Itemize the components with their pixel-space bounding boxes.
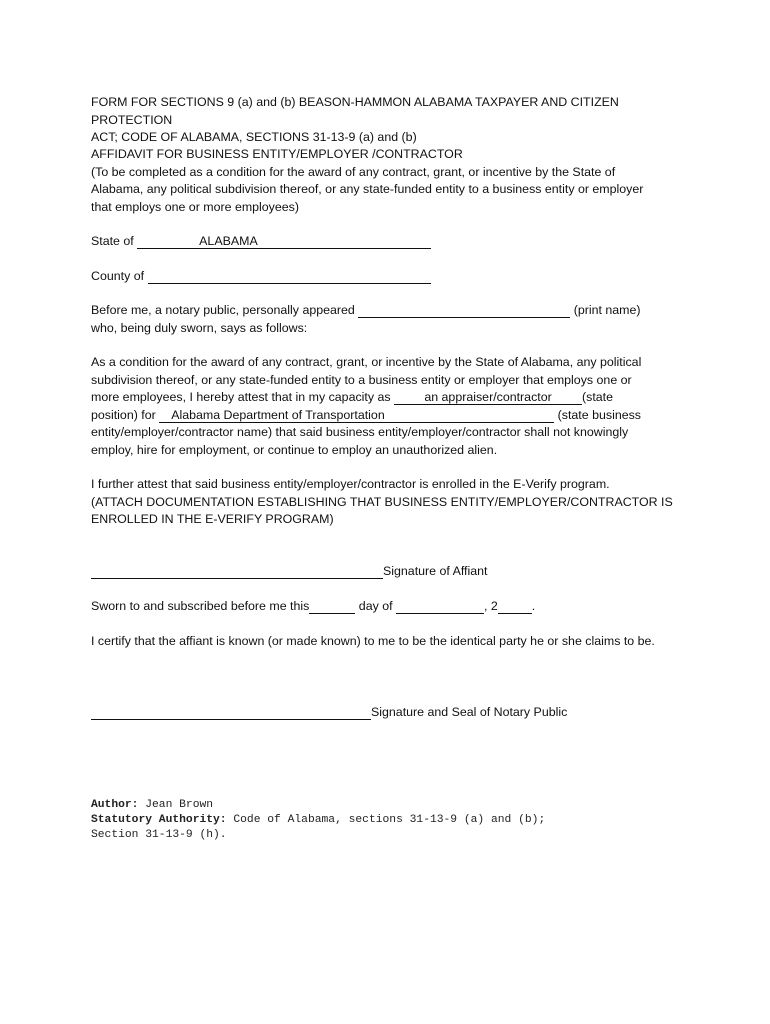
form-header: [91, 94, 691, 147]
state-value: ALABAMA: [199, 234, 258, 248]
entity-field[interactable]: [159, 408, 554, 423]
county-field[interactable]: [148, 269, 431, 284]
notary-signature-label: Signature and Seal of Notary Public: [371, 705, 568, 719]
author-label: Author:: [91, 799, 139, 811]
condition-line-3-prefix: more employees, I hereby attest that in my capacity as: [91, 390, 391, 404]
form-footer: [91, 798, 711, 843]
state-label: State of: [91, 234, 134, 248]
state-row: [91, 233, 691, 251]
sworn-row: [91, 598, 691, 616]
notary-intro: [91, 302, 691, 337]
print-name-field[interactable]: [358, 303, 570, 318]
entity-value: Alabama Department of Transportation: [171, 407, 385, 422]
affiant-signature-label: Signature of Affiant: [383, 564, 488, 578]
condition-line-4-prefix: position) for: [91, 407, 156, 422]
condition-line-2: subdivision thereof, or any state-funded entity to a business entity or employer that employs one or: [91, 372, 632, 387]
certify-text: I certify that the affiant is known (or made known) to me to be the identical party he or she claims to be.: [91, 634, 655, 648]
condition-paragraph: [91, 354, 691, 459]
affiant-signature-row: [91, 563, 691, 581]
header-line-1: FORM FOR SECTIONS 9 (a) and (b) BEASON-HAMMON ALABAMA TAXPAYER AND CITIZEN PROTECTION: [91, 95, 619, 127]
year-field[interactable]: [498, 599, 532, 614]
intro-line-1: (To be completed as a condition for the award of any contract, grant, or incentive by the State of: [91, 164, 616, 179]
author-value: Jean Brown: [145, 799, 214, 811]
authority-value: Code of Alabama, sections 31-13-9 (a) and (b);: [233, 814, 546, 826]
notary-intro-prefix: Before me, a notary public, personally appeared: [91, 303, 355, 317]
authority-label: Statutory Authority:: [91, 814, 227, 826]
condition-line-6: employ, hire for employment, or continue to employ an unauthorized alien.: [91, 442, 498, 457]
state-field[interactable]: [137, 234, 431, 249]
capacity-field[interactable]: [394, 390, 582, 405]
capacity-value: an appraiser/contractor: [424, 390, 552, 404]
month-field[interactable]: [396, 599, 484, 614]
notary-signature-row: [91, 704, 691, 722]
everify-line-1: I further attest that said business entity/employer/contractor is enrolled in the E-Verify program.: [91, 477, 610, 491]
print-name-hint: (print name): [573, 303, 641, 317]
affidavit-title: AFFIDAVIT FOR BUSINESS ENTITY/EMPLOYER /CONTRACTOR: [91, 147, 463, 161]
everify-line-3: ENROLLED IN THE E-VERIFY PROGRAM): [91, 512, 334, 526]
certify-statement: [91, 633, 711, 651]
authority-line-2: Section 31-13-9 (h).: [91, 829, 227, 841]
county-row: [91, 268, 691, 286]
year-prefix: , 2: [484, 599, 498, 613]
sworn-end: .: [531, 599, 536, 613]
intro-line-3: that employs one or more employees): [91, 199, 299, 214]
sworn-prefix: Sworn to and subscribed before me this: [91, 599, 310, 613]
condition-line-5: entity/employer/contractor name) that said business entity/employer/contractor shall not knowingly: [91, 425, 629, 439]
day-of-label: day of: [358, 599, 393, 613]
everify-paragraph: [91, 476, 691, 529]
header-line-2: ACT; CODE OF ALABAMA, SECTIONS 31-13-9 (a) and (b): [91, 130, 417, 144]
condition-line-4-suffix: (state business: [557, 407, 641, 422]
everify-line-2: (ATTACH DOCUMENTATION ESTABLISHING THAT BUSINESS ENTITY/EMPLOYER/CONTRACTOR IS: [91, 494, 673, 509]
affidavit-intro: [91, 146, 691, 216]
county-label: County of: [91, 269, 145, 283]
day-field[interactable]: [309, 599, 355, 614]
notary-intro-line-2: who, being duly sworn, says as follows:: [91, 320, 308, 335]
condition-line-3-suffix: (state: [582, 390, 614, 404]
condition-line-1: As a condition for the award of any contract, grant, or incentive by the State of Alabama, any political: [91, 355, 642, 369]
intro-line-2: Alabama, any political subdivision thereof, or any state-funded entity to a business entity or employer: [91, 182, 644, 196]
affiant-signature-line[interactable]: [91, 564, 383, 579]
notary-signature-line[interactable]: [91, 705, 371, 720]
